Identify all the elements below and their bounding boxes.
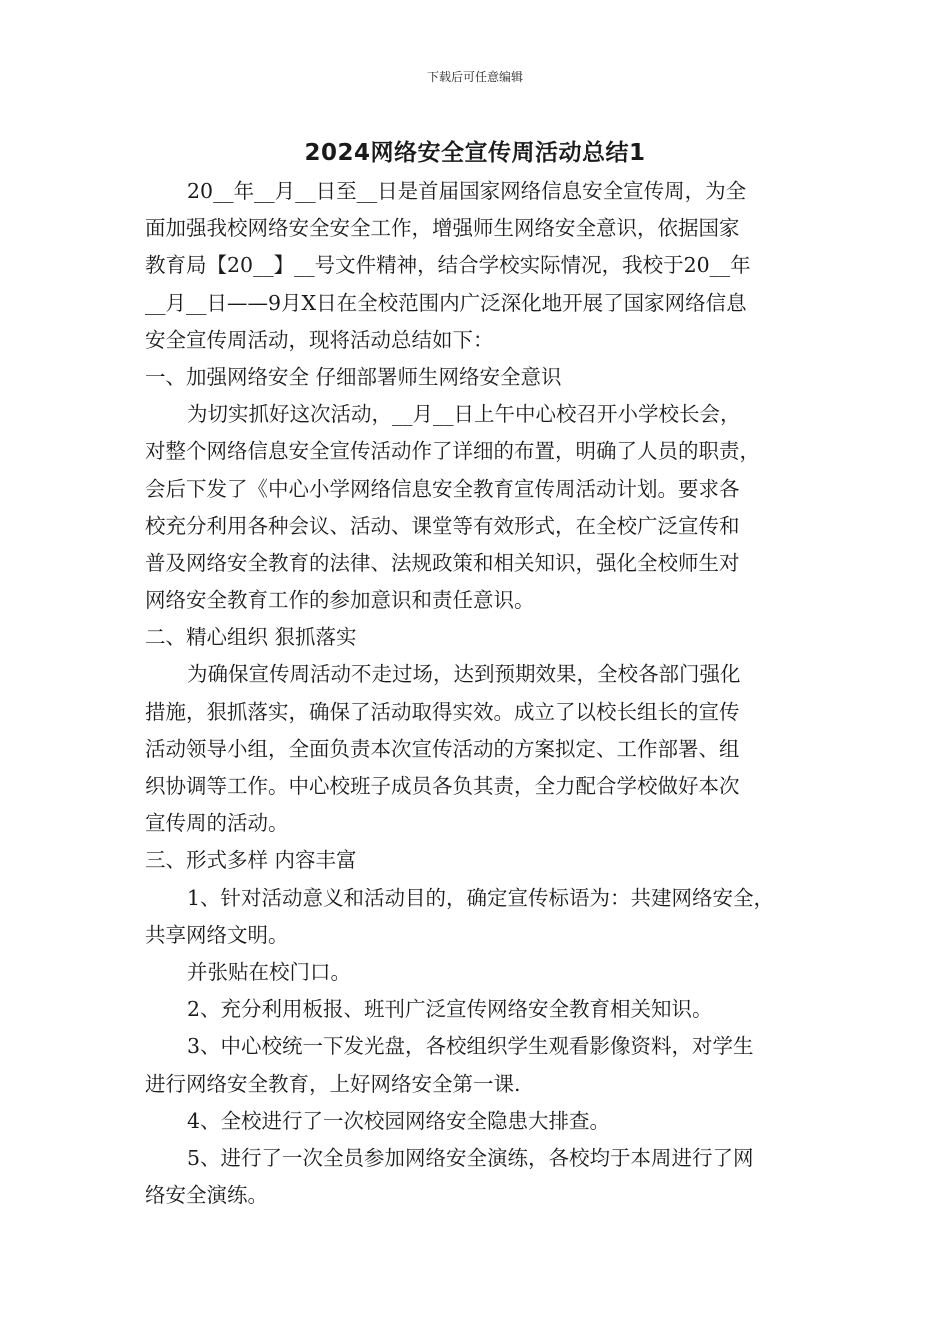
text-line: 20__年__月__日至__日是首届国家网络信息安全宣传周，为全	[187, 179, 747, 203]
text-line: 络安全演练。	[145, 1183, 268, 1208]
text-line: 为切实抓好这次活动，__月__日上午中心校召开小学校长会，	[187, 402, 741, 427]
text-line: 安全宣传周活动，现将活动总结如下：	[145, 327, 494, 352]
header-note: 下载后可任意编辑	[426, 70, 523, 84]
text-line: 4、全校进行了一次校园网络安全隐患大排查。	[187, 1108, 611, 1133]
document-body	[145, 173, 807, 1214]
text-line: 织协调等工作。中心校班子成员各负其责，全力配合学校做好本次	[145, 774, 740, 798]
text-line: 教育局【20__】__号文件精神，结合学校实际情况，我校于20__年	[145, 253, 751, 278]
text-line: 一、加强网络安全 仔细部署师生网络安全意识	[145, 364, 562, 389]
text-line: 共享网络文明。	[145, 922, 289, 947]
text-line: 进行网络安全教育，上好网络安全第一课.	[145, 1071, 521, 1096]
text-line: 三、形式多样 内容丰富	[145, 848, 357, 873]
text-line: 二、精心组织 狠抓落实	[145, 625, 357, 650]
text-line: 1、针对活动意义和活动目的，确定宣传标语为：共建网络安全，	[187, 885, 775, 910]
text-line: __月__日——9月X日在全校范围内广泛深化地开展了国家网络信息	[145, 290, 747, 315]
text-line: 2、充分利用板报、班刊广泛宣传网络安全教育相关知识。	[187, 997, 713, 1022]
text-line: 措施，狠抓落实，确保了活动取得实效。成立了以校长组长的宣传	[145, 699, 740, 724]
document-title: 2024网络安全宣传周活动总结1	[304, 140, 646, 166]
text-line: 校充分利用各种会议、活动、课堂等有效形式，在全校广泛宣传和	[145, 513, 740, 538]
text-line: 并张贴在校门口。	[187, 959, 351, 984]
text-line: 面加强我校网络安全安全工作，增强师生网络安全意识，依据国家	[145, 216, 740, 241]
text-line: 为确保宣传周活动不走过场，达到预期效果，全校各部门强化	[187, 662, 741, 687]
text-line: 普及网络安全教育的法律、法规政策和相关知识，强化全校师生对	[145, 550, 740, 575]
text-line: 会后下发了《中心小学网络信息安全教育宣传周活动计划。要求各	[145, 476, 740, 501]
text-line: 3、中心校统一下发光盘，各校组织学生观看影像资料，对学生	[187, 1034, 754, 1059]
text-line: 5、进行了一次全员参加网络安全演练，各校均于本周进行了网	[187, 1145, 754, 1170]
text-line: 网络安全教育工作的参加意识和责任意识。	[145, 588, 535, 613]
text-line: 对整个网络信息安全宣传活动作了详细的布置，明确了人员的职责，	[145, 439, 760, 464]
text-line: 活动领导小组，全面负责本次宣传活动的方案拟定、工作部署、组	[145, 736, 740, 761]
text-line: 宣传周的活动。	[145, 811, 289, 836]
